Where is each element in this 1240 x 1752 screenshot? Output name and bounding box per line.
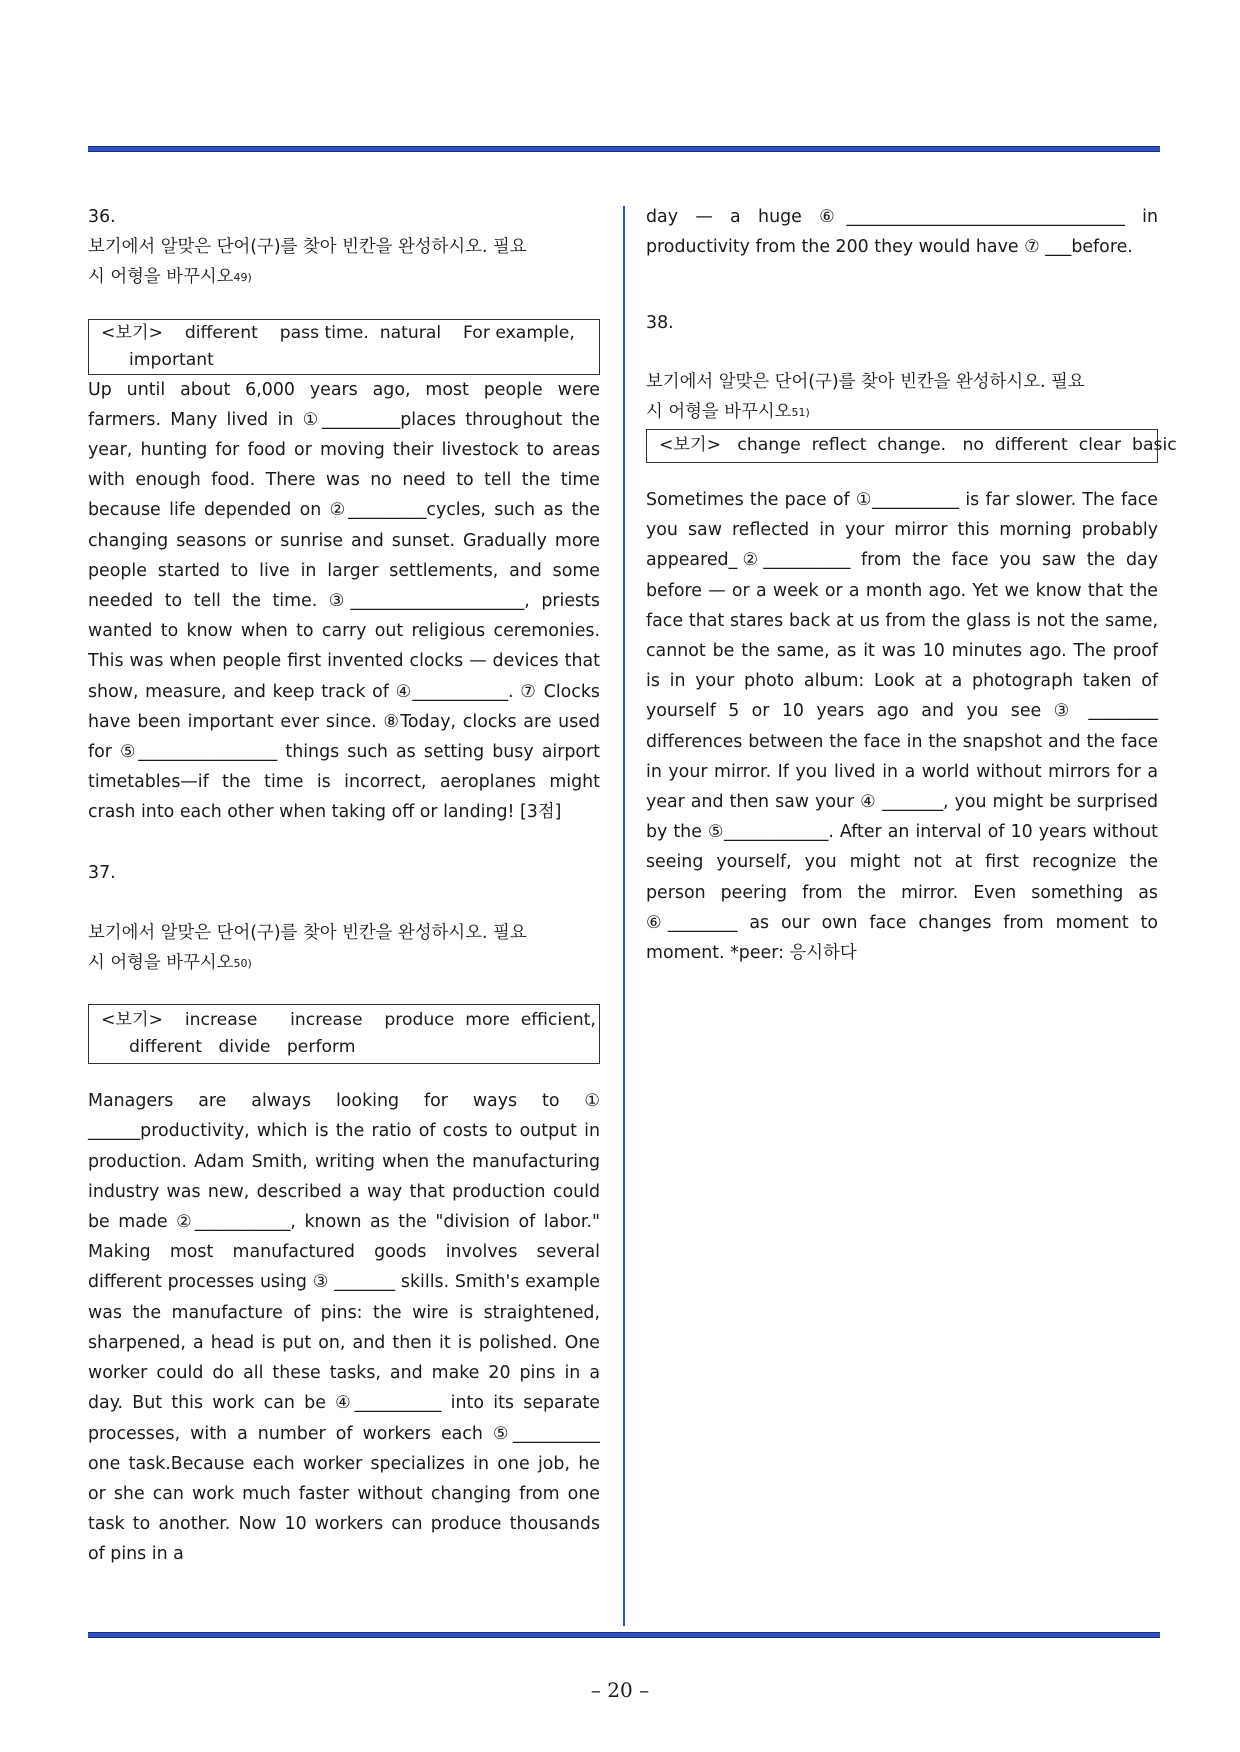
- header-rule: [88, 146, 1160, 152]
- question-number: 36.: [88, 207, 116, 227]
- instruction-line1: 보기에서 알맞은 단어(구)를 찾아 빈칸을 완성하시오. 필요: [88, 922, 527, 943]
- question-36: [88, 202, 600, 828]
- footer-rule: [88, 1632, 1160, 1638]
- word-bank-box: [88, 1004, 600, 1064]
- word-bank-box: [88, 319, 600, 375]
- column-divider: [623, 206, 625, 1626]
- question-38: [646, 308, 1177, 968]
- instruction-line2: 시 어형을 바꾸시오: [646, 401, 792, 422]
- question-37: [88, 858, 600, 1570]
- footnote-ref: 50): [233, 957, 252, 971]
- passage-text: Managers are always looking for ways to ① ______productivity, which is the ratio of costs to output in production. Adam Smith, writing when the manufacturing industry was new, described a way that production could be made ②___________, known as the "division of labor." Making most manufactured goods involves several different processes using ③ _______ skills. Smith's example was the manufacture of pins: the wire is straightened, sharpened, a head is put on, and then it is polished. One worker could do all these tasks, and make 20 pins in a day. But this work can be ④__________ into its separate processes, with a number of workers each ⑤__________ one task.Because each worker specializes in one job, he or she can work much faster without changing from one task to another. Now 10 workers can produce thousands of pins in a: [88, 1091, 600, 1565]
- question-instruction: [88, 232, 600, 294]
- passage-continued: day — a huge ⑥________________________________ in productivity from the 200 they would have ⑦ ___before.: [646, 207, 1158, 258]
- instruction-line1: 보기에서 알맞은 단어(구)를 찾아 빈칸을 완성하시오. 필요: [646, 371, 1085, 392]
- word-bank-line2: important: [129, 349, 214, 370]
- footnote-ref: 51): [791, 405, 810, 419]
- instruction-line1: 보기에서 알맞은 단어(구)를 찾아 빈칸을 완성하시오. 필요: [88, 237, 527, 258]
- word-bank-line2: different divide perform: [129, 1037, 356, 1058]
- footnote-ref: 49): [233, 271, 252, 285]
- right-column: [646, 202, 1177, 968]
- page-number: – 20 –: [590, 1678, 650, 1702]
- passage-text: Sometimes the pace of ①__________ is far slower. The face you saw reflected in your mirror this morning probably appeared_②__________ from the face you saw the day before — or a week or a month ago. Yet we know that the face that stares back at us from the glass is not the same, cannot be the same, as it was 10 minutes ago. The proof is in your photo album: Look at a photograph taken of yourself 5 or 10 years ago and you see ③ ________ differences between the face in the snapshot and the face in your mirror. If you lived in a world without mirrors for a year and then saw your ④ _______, you might be surprised by the ⑤____________. After an interval of 10 years without seeing yourself, you might not at first recognize the person peering from the mirror. Even something as ⑥________ as our own face changes from moment to moment. *peer: 응시하다: [646, 490, 1158, 964]
- passage-text: Up until about 6,000 years ago, most people were farmers. Many lived in ①_________places throughout the year, hunting for food or moving their livestock to areas with enough food. There was no need to tell the time because life depended on ②_________cycles, such as the changing seasons or sunrise and sunset. Gradually more people started to live in larger settlements, and some needed to tell the time. ③____________________, priests wanted to know when to carry out religious ceremonies. This was when people first invented clocks — devices that show, measure, and keep track of ④___________. ⑦ Clocks have been important ever since. ⑧Today, clocks are used for ⑤________________ things such as setting busy airport timetables—if the time is incorrect, aeroplanes might crash into each other when taking off or landing! [3점]: [88, 379, 600, 823]
- word-bank-line1: <보기> increase increase produce more efficient,: [101, 1010, 596, 1031]
- word-bank-line1: <보기> change reflect change. no different clear basic: [659, 435, 1177, 456]
- instruction-line2: 시 어형을 바꾸시오: [88, 953, 234, 974]
- question-number: 37.: [88, 862, 116, 883]
- left-column: [88, 202, 600, 1570]
- word-bank-box: [646, 429, 1177, 463]
- question-instruction: [88, 918, 600, 980]
- word-bank-line1: <보기> different pass time. natural For example,: [101, 322, 575, 343]
- question-instruction: [646, 367, 1158, 429]
- question-number: 38.: [646, 313, 674, 334]
- instruction-line2: 시 어형을 바꾸시오: [88, 267, 234, 288]
